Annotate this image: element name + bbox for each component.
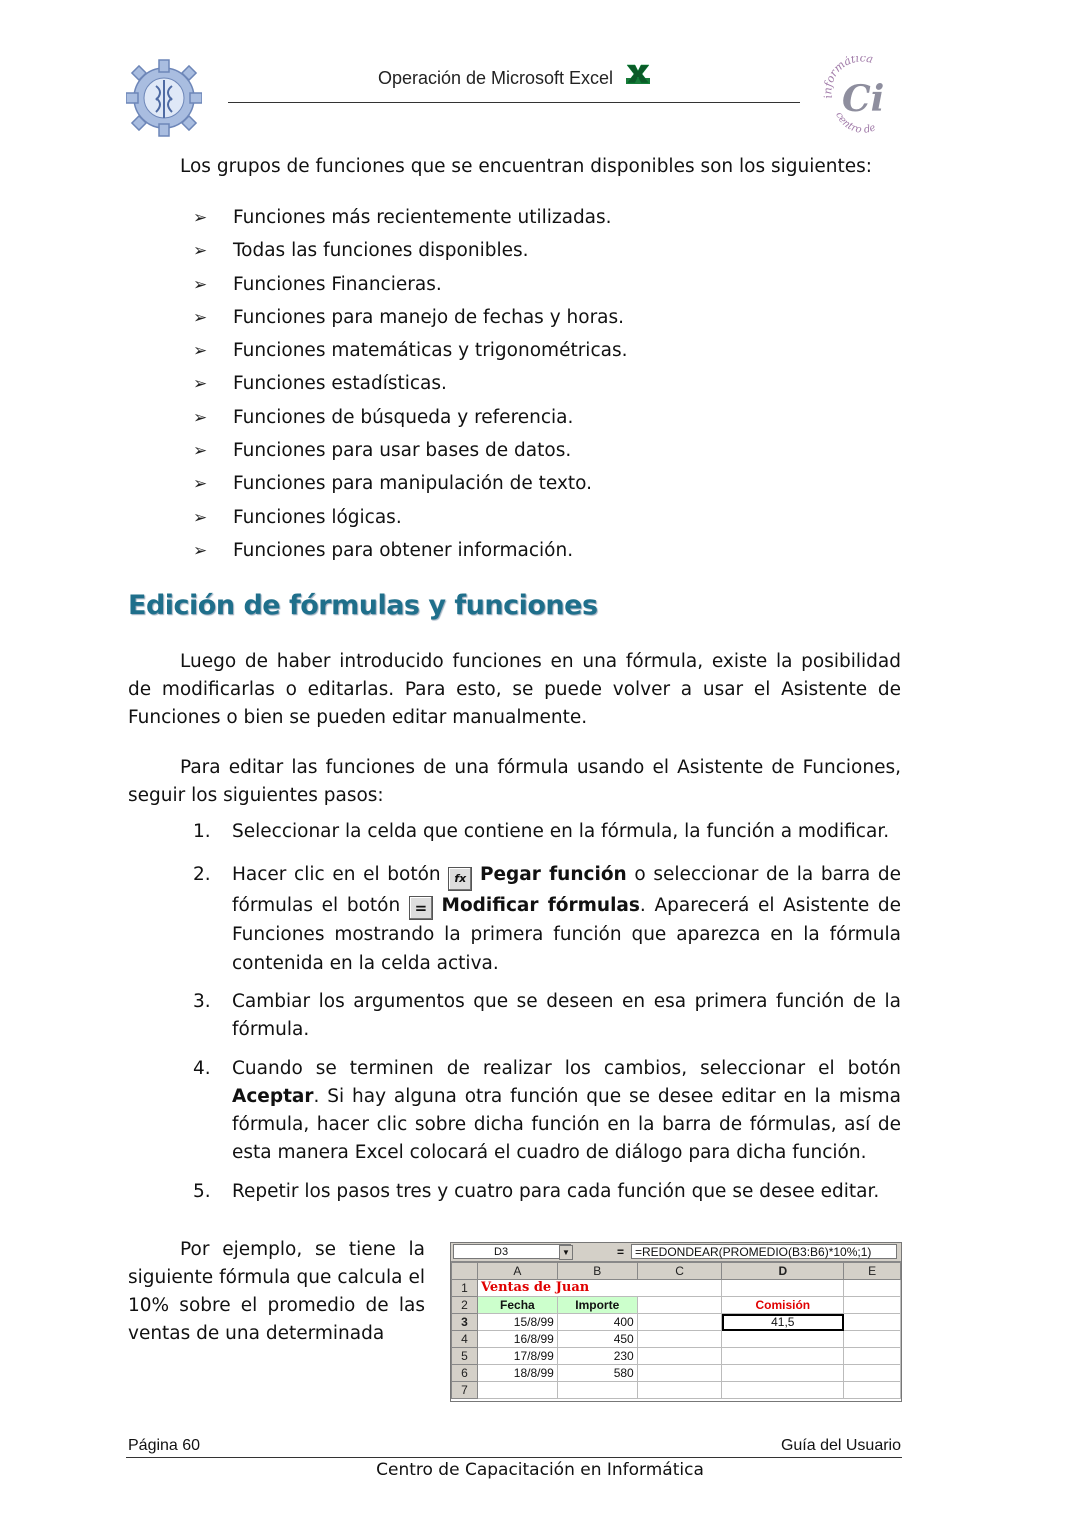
svg-text:Ci: Ci <box>842 78 885 120</box>
svg-text:informática: informática <box>822 56 875 100</box>
arrow-bullet-icon: ➢ <box>193 274 208 295</box>
arrow-bullet-icon: ➢ <box>193 307 208 328</box>
steps-list <box>193 818 901 1206</box>
table-row: 5 17/8/99 230 <box>452 1348 901 1365</box>
edit-formula-button-icon: = <box>409 896 433 920</box>
list-item: ➢ Funciones para manipulación de texto. <box>193 470 627 503</box>
chevron-down-icon: ▼ <box>559 1245 573 1260</box>
step-4: 4. Cuando se terminen de realizar los cambios, seleccionar el botón Aceptar. Si hay alguna otra función que se desee editar en la misma fórmula, hacer clic sobre dicha función en la barra de fórmulas, así de esta manera Excel colocará el cuadro de diálogo para dicha función. <box>193 1058 901 1163</box>
step-2: 2. Hacer clic en el botón fx Pegar función o seleccionar de la barra de fórmulas el botón = Modificar fórmulas. Aparecerá el Asistente de Funciones mostrando la primera función que aparezca en la fórmula contenida en la celda activa. <box>193 864 901 974</box>
arrow-bullet-icon: ➢ <box>193 374 208 395</box>
table-row: 1 Ventas de Juan <box>452 1280 901 1297</box>
list-item: ➢ Funciones matemáticas y trigonométricas. <box>193 337 627 370</box>
table-row: 4 16/8/99 450 <box>452 1331 901 1348</box>
excel-icon <box>624 64 652 86</box>
list-item: ➢ Funciones Financieras. <box>193 271 627 304</box>
arrow-bullet-icon: ➢ <box>193 241 208 262</box>
header-title <box>230 64 800 89</box>
cell-grid <box>451 1262 901 1399</box>
paragraph-2: Para editar las funciones de una fórmula usando el Asistente de Funciones, seguir los siguientes pasos: <box>128 757 901 806</box>
table-row: 2 Fecha Importe Comisión <box>452 1297 901 1314</box>
svg-text:centro de: centro de <box>833 110 878 134</box>
arrow-bullet-icon: ➢ <box>193 441 208 462</box>
section-title: Edición de fórmulas y funciones <box>128 590 598 621</box>
footer-center: Centro de Capacitación en Informática <box>376 1460 704 1480</box>
name-box: D3 <box>453 1244 571 1259</box>
arrow-bullet-icon: ➢ <box>193 407 208 428</box>
arrow-bullet-icon: ➢ <box>193 208 208 228</box>
step-1: 1. Seleccionar la celda que contiene en la fórmula, la función a modificar. <box>193 821 890 842</box>
footer-guide: Guía del Usuario <box>780 1437 901 1454</box>
arrow-bullet-icon: ➢ <box>193 507 208 528</box>
active-cell: 41,5 <box>722 1314 844 1331</box>
arrow-bullet-icon: ➢ <box>193 474 208 495</box>
header-rule <box>228 102 800 103</box>
intro-text: Los grupos de funciones que se encuentran disponibles son los siguientes: <box>180 156 873 177</box>
step-5: 5. Repetir los pasos tres y cuatro para cada función que se desee editar. <box>193 1181 880 1202</box>
list-item: ➢ Funciones estadísticas. <box>193 370 627 403</box>
formula-bar <box>451 1243 901 1262</box>
table-row: 6 18/8/99 580 <box>452 1365 901 1382</box>
list-item: ➢ Funciones más recientemente utilizadas. <box>193 204 627 237</box>
paste-function-button-icon: fx <box>448 867 472 891</box>
example-paragraph: Por ejemplo, se tiene la siguiente fórmula que calcula el 10% sobre el promedio de las ventas de una determinada <box>128 1239 425 1344</box>
table-row: A B C D E <box>452 1263 901 1280</box>
list-item: ➢ Funciones para manejo de fechas y horas. <box>193 304 627 337</box>
list-item: ➢ Funciones para obtener información. <box>193 537 627 570</box>
header-title-text: Operación de Microsoft Excel <box>377 68 614 88</box>
list-item: ➢ Funciones lógicas. <box>193 504 627 537</box>
step-3: 3. Cambiar los argumentos que se deseen en esa primera función de la fórmula. <box>193 991 901 1040</box>
ci-logo-icon <box>822 56 900 134</box>
list-item: ➢ Funciones para usar bases de datos. <box>193 437 627 470</box>
gear-logo-icon <box>126 58 202 138</box>
formula-text: =REDONDEAR(PROMEDIO(B3:B6)*10%;1) <box>631 1244 897 1259</box>
edit-formula-icon: = <box>617 1245 625 1259</box>
footer-rule <box>126 1457 902 1458</box>
excel-sheet-screenshot <box>450 1242 902 1402</box>
function-groups-list <box>193 204 627 570</box>
arrow-bullet-icon: ➢ <box>193 540 208 561</box>
page-number: Página 60 <box>128 1437 201 1454</box>
list-item: ➢ Funciones de búsqueda y referencia. <box>193 404 627 437</box>
table-row: 3 15/8/99 400 41,5 <box>452 1314 901 1331</box>
paragraph-1: Luego de haber introducido funciones en una fórmula, existe la posibilidad de modificarlas o editarlas. Para esto, se puede volver a usar el Asistente de Funciones o bien se pueden editar manualmente. <box>128 651 901 728</box>
list-item: ➢ Todas las funciones disponibles. <box>193 237 627 270</box>
arrow-bullet-icon: ➢ <box>193 341 208 362</box>
table-row: 7 <box>452 1382 901 1399</box>
